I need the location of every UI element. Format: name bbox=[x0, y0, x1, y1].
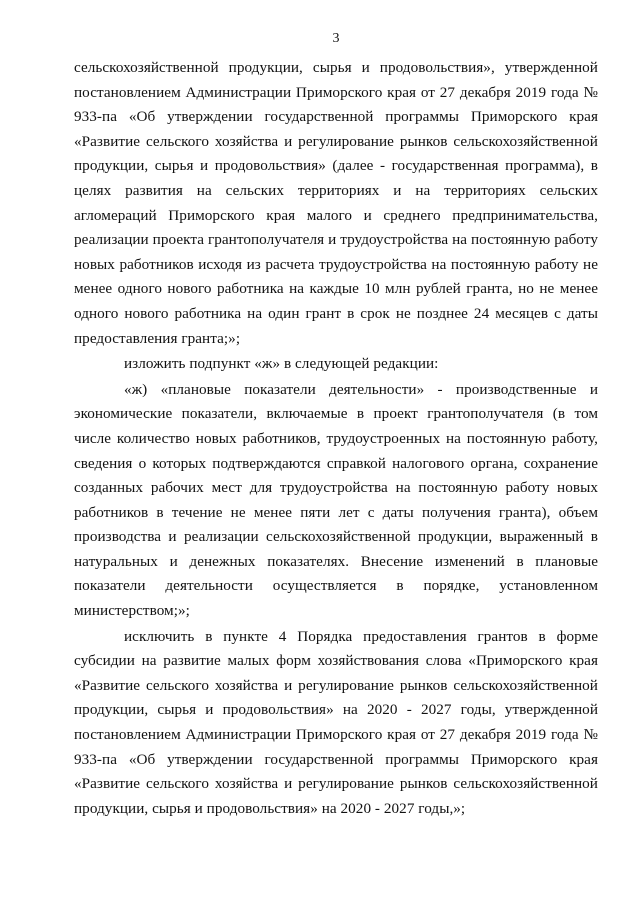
paragraph-subitem-zh: «ж) «плановые показатели деятельности» - производственные и экономические показатели, включаемые в проект грантополучателя (в том числе количество новых работников, трудоустроенных на постоянную работу, сведения о которых подтверждаются справкой налогового органа, сохранение созданных рабочих мест для трудоустройства на постоянную работу новых работников в течение не менее пяти лет с даты получения гранта), объем производства и реализации сельскохозяйственной продукции, выраженный в натуральных и денежных показателях. Внесение изменений в плановые показатели деятельности осуществляется в порядке, установленном министерством;»; bbox=[74, 380, 598, 620]
page-number: 3 bbox=[332, 31, 340, 46]
paragraph-exclude-instruction: исключить в пункте 4 Порядка предоставления грантов в форме субсидии на развитие малых форм хозяйствования слова «Приморского края «Развитие сельского хозяйства и регулирование рынков сельскохозяйственной продукции, сырья и продовольствия» на 2020 - 2027 годы, утвержденной постановлением Администрации Приморского края от 27 декабря 2019 года № 933-па «Об утверждении государственной программы Приморского края «Развитие сельского хозяйства и регулирование рынков сельскохозяйственной продукции, сырья и продовольствия» на 2020 - 2027 годы,»; bbox=[74, 627, 598, 817]
paragraph-amend-instruction: изложить подпункт «ж» в следующей редакции: bbox=[124, 355, 439, 373]
paragraph-continuation: сельскохозяйственной продукции, сырья и продовольствия», утвержденной постановлением Администрации Приморского края от 27 декабря 2019 года № 933-па «Об утверждении государственной программы Приморского края «Развитие сельского хозяйства и регулирование рынков сельскохозяйственной продукции, сырья и продовольствия» (далее - государственная программа), в целях развития на сельских территориях и на территориях сельских агломераций Приморского края малого и среднего предпринимательства, реализации проекта грантополучателя и трудоустройства на постоянную работу новых работников исходя из расчета трудоустройства на постоянную работу не менее одного нового работника на каждые 10 млн рублей гранта, но не менее одного нового работника на один грант в срок не позднее 24 месяцев с даты предоставления гранта;»; bbox=[74, 59, 598, 347]
